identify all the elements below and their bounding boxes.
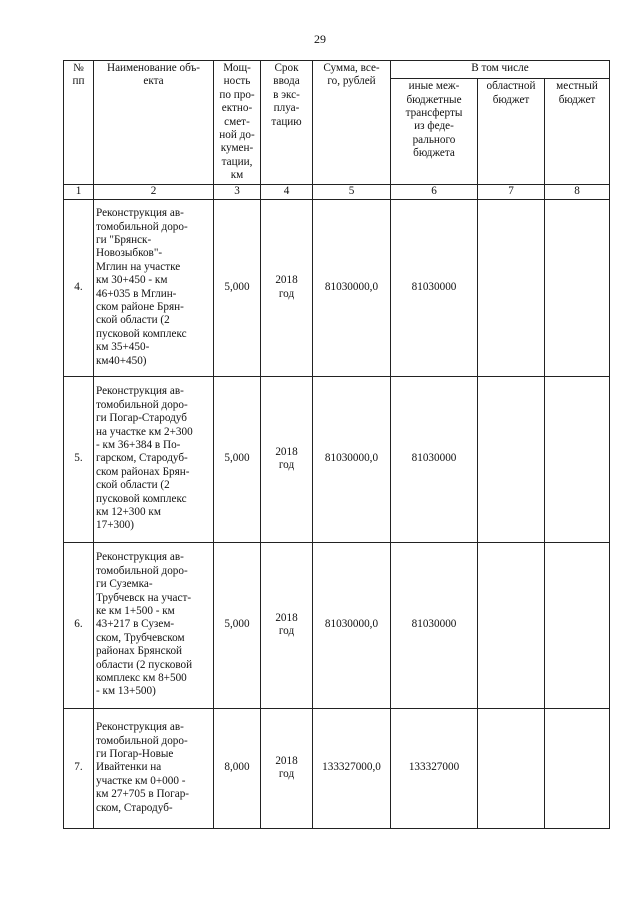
capacity-value: 5,000 bbox=[214, 542, 261, 708]
header-text-line: местный bbox=[556, 80, 598, 93]
column-number-cell: 5 bbox=[313, 184, 391, 199]
capacity-value: 8,000 bbox=[214, 708, 261, 828]
capacity-value: 5,000 bbox=[214, 376, 261, 542]
object-name-line: Трубчевск на участ- bbox=[96, 591, 192, 604]
commission-term bbox=[261, 199, 313, 376]
object-name-line: Ивайтенки на bbox=[96, 761, 162, 774]
table-row bbox=[64, 199, 610, 376]
commission-term-line: год bbox=[278, 459, 295, 472]
object-name bbox=[94, 376, 214, 542]
object-name-line: Новозыбков"- bbox=[96, 247, 163, 260]
object-name-line: ке км 1+500 - км bbox=[96, 605, 175, 618]
object-name-line: км 12+300 км bbox=[96, 506, 161, 519]
header-text-line: Мощ- bbox=[223, 62, 251, 74]
regional-budget-value bbox=[478, 542, 545, 708]
header-text-line: ность bbox=[223, 75, 251, 88]
object-name-line: км 30+450 - км bbox=[96, 274, 168, 287]
header-text-line: ной до- bbox=[219, 129, 255, 142]
column-number-cell: 6 bbox=[391, 184, 478, 199]
header-text-line: в экс- bbox=[273, 88, 300, 101]
regional-budget-value bbox=[478, 199, 545, 376]
object-name bbox=[94, 708, 214, 828]
header-text-line: смет- bbox=[224, 115, 250, 128]
header-text-line: областной bbox=[486, 80, 536, 93]
page-number: 29 bbox=[314, 32, 326, 46]
column-number-cell: 3 bbox=[214, 184, 261, 199]
object-name-line: км40+450) bbox=[96, 354, 147, 367]
header-text-line: бюджета bbox=[413, 147, 455, 160]
federal-transfers-value: 133327000 bbox=[391, 708, 478, 828]
commission-term bbox=[261, 708, 313, 828]
object-name-line: ги Погар-Стародуб bbox=[96, 412, 187, 425]
object-name-line: на участке км 2+300 bbox=[96, 425, 193, 438]
object-name-line: пусковой комплекс bbox=[96, 492, 187, 505]
object-name-line: комплекс км 8+500 bbox=[96, 672, 187, 685]
local-budget-value bbox=[545, 376, 610, 542]
header-text-line: пп bbox=[72, 75, 85, 88]
header-text-line: Наименование объ- bbox=[106, 62, 200, 74]
object-name-line: Реконструкция ав- bbox=[96, 207, 184, 220]
header-text-line: кумен- bbox=[220, 142, 254, 155]
local-budget-value bbox=[545, 199, 610, 376]
total-sum: 133327000,0 bbox=[313, 708, 391, 828]
federal-transfers-value: 81030000 bbox=[391, 542, 478, 708]
commission-term-line: 2018 bbox=[275, 754, 298, 767]
column-number-cell: 8 bbox=[545, 184, 610, 199]
table-body bbox=[64, 199, 610, 828]
object-name-line: томобильной доро- bbox=[96, 734, 188, 747]
object-name-line: - км 13+500) bbox=[96, 685, 156, 698]
header-text-line: Срок bbox=[274, 62, 299, 74]
object-name-line: пусковой комплекс bbox=[96, 327, 187, 340]
commission-term-line: 2018 bbox=[275, 274, 298, 287]
object-name-line: районах Брянской bbox=[96, 645, 183, 658]
header-text-line: км bbox=[230, 169, 244, 182]
total-sum: 81030000,0 bbox=[313, 542, 391, 708]
header-text-line: екта bbox=[143, 75, 164, 88]
capacity-value: 5,000 bbox=[214, 199, 261, 376]
header-text-line: Сумма, все- bbox=[323, 62, 380, 74]
object-name-line: томобильной доро- bbox=[96, 398, 188, 411]
object-name-line: Мглин на участке bbox=[96, 260, 181, 273]
object-name-line: ской области (2 bbox=[96, 314, 170, 327]
row-number: 7. bbox=[64, 708, 94, 828]
column-number-cell: 1 bbox=[64, 184, 94, 199]
objects-table bbox=[63, 60, 610, 829]
object-name-line: ской области (2 bbox=[96, 479, 170, 492]
commission-term-line: год bbox=[278, 625, 295, 638]
commission-term-line: год bbox=[278, 287, 295, 300]
local-budget-value bbox=[545, 708, 610, 828]
column-number-cell: 4 bbox=[261, 184, 313, 199]
object-name-line: ги "Брянск- bbox=[96, 234, 152, 247]
object-name-line: томобильной доро- bbox=[96, 220, 188, 233]
header-text-line: трансферты bbox=[405, 106, 463, 119]
row-number: 5. bbox=[64, 376, 94, 542]
federal-transfers-value: 81030000 bbox=[391, 199, 478, 376]
header-capacity bbox=[214, 61, 261, 185]
column-number-cell: 7 bbox=[478, 184, 545, 199]
object-name-line: ском, Стародуб- bbox=[96, 801, 173, 814]
object-name-line: ги Суземка- bbox=[96, 578, 153, 591]
header-text-line: тацию bbox=[271, 115, 302, 128]
column-numbers-row bbox=[64, 184, 610, 199]
table-row bbox=[64, 376, 610, 542]
header-text-line: ввода bbox=[273, 75, 300, 88]
object-name-line: Реконструкция ав- bbox=[96, 551, 184, 564]
header-text-line: плуа- bbox=[273, 102, 300, 115]
commission-term bbox=[261, 376, 313, 542]
header-text-line: № bbox=[73, 62, 84, 74]
header-text-line: из феде- bbox=[414, 120, 454, 133]
header-text-line: рального bbox=[412, 133, 456, 146]
object-name-line: томобильной доро- bbox=[96, 564, 188, 577]
table-row bbox=[64, 708, 610, 828]
object-name-line: 46+035 в Мглин- bbox=[96, 287, 177, 300]
object-name bbox=[94, 199, 214, 376]
header-federal-transfers bbox=[391, 79, 478, 185]
column-number-cell: 2 bbox=[94, 184, 214, 199]
object-name-line: 17+300) bbox=[96, 519, 135, 532]
federal-transfers-value: 81030000 bbox=[391, 376, 478, 542]
header-text-line: бюджет bbox=[492, 93, 530, 106]
regional-budget-value bbox=[478, 708, 545, 828]
header-text-line: ектно- bbox=[221, 102, 253, 115]
header-including-group: В том числе bbox=[391, 61, 610, 79]
object-name bbox=[94, 542, 214, 708]
table-row bbox=[64, 542, 610, 708]
object-name-line: ги Погар-Новые bbox=[96, 748, 174, 761]
header-text-line: бюджет bbox=[558, 93, 596, 106]
row-number: 6. bbox=[64, 542, 94, 708]
object-name-line: ском, Трубчевском bbox=[96, 631, 185, 644]
object-name-line: гарском, Стародуб- bbox=[96, 452, 188, 465]
header-text-line: иные меж- bbox=[408, 80, 460, 93]
row-number: 4. bbox=[64, 199, 94, 376]
object-name-line: Реконструкция ав- bbox=[96, 721, 184, 734]
commission-term bbox=[261, 542, 313, 708]
commission-term-line: 2018 bbox=[275, 611, 298, 624]
header-number bbox=[64, 61, 94, 185]
total-sum: 81030000,0 bbox=[313, 376, 391, 542]
local-budget-value bbox=[545, 542, 610, 708]
header-object-name bbox=[94, 61, 214, 185]
object-name-line: Реконструкция ав- bbox=[96, 385, 184, 398]
object-name-line: - км 36+384 в По- bbox=[96, 439, 181, 452]
object-name-line: км 27+705 в Погар- bbox=[96, 788, 190, 801]
header-text-line: тации, bbox=[221, 155, 253, 168]
object-name-line: ском районе Брян- bbox=[96, 301, 184, 314]
commission-term-line: год bbox=[278, 768, 295, 781]
object-name-line: км 35+450- bbox=[96, 341, 150, 354]
object-name-line: 43+217 в Сузем- bbox=[96, 618, 175, 631]
header-text-line: бюджетные bbox=[406, 93, 462, 106]
header-text-line: го, рублей bbox=[327, 75, 376, 88]
object-name-line: области (2 пусковой bbox=[96, 658, 193, 671]
header-text-line: по про- bbox=[219, 88, 255, 101]
header-total-sum bbox=[313, 61, 391, 185]
object-name-line: ском районах Брян- bbox=[96, 465, 190, 478]
object-name-line: участке км 0+000 - bbox=[96, 774, 186, 787]
header-local-budget bbox=[545, 79, 610, 185]
total-sum: 81030000,0 bbox=[313, 199, 391, 376]
header-regional-budget bbox=[478, 79, 545, 185]
header-commission-term bbox=[261, 61, 313, 185]
commission-term-line: 2018 bbox=[275, 445, 298, 458]
regional-budget-value bbox=[478, 376, 545, 542]
